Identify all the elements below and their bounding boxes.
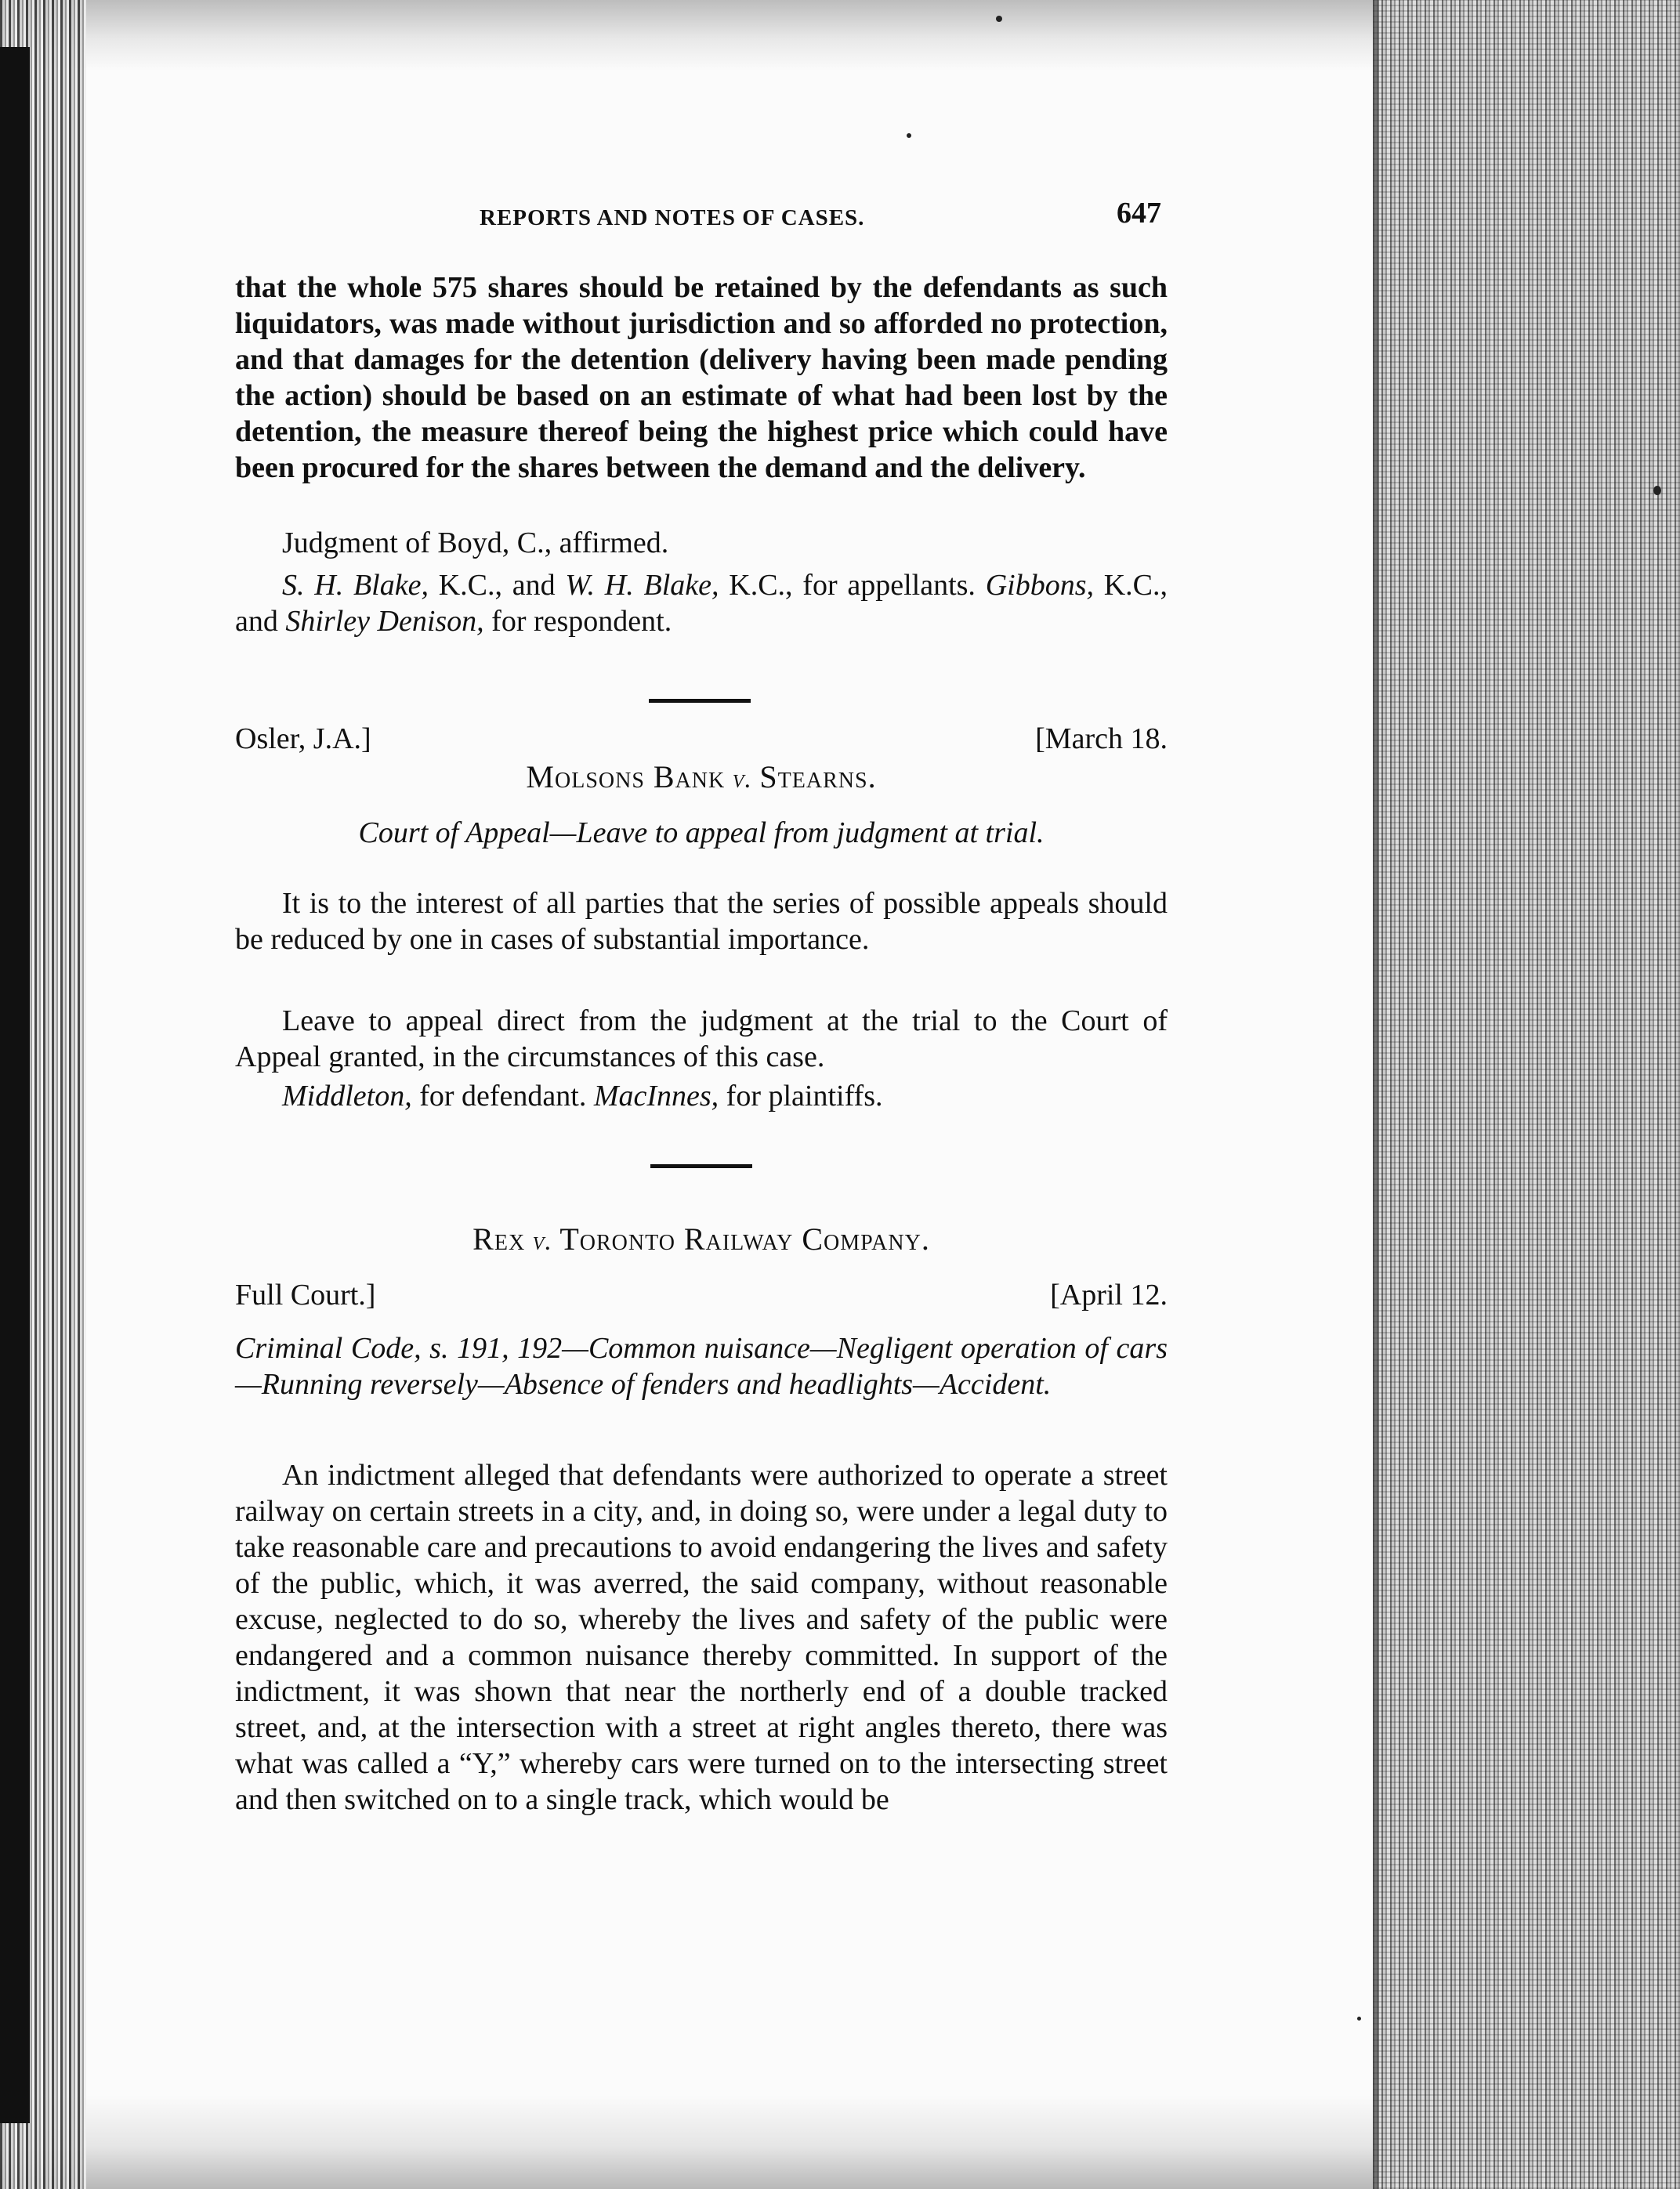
case1-counsel xyxy=(235,567,1168,639)
case3-topic: Criminal Code, s. 191, 192—Common nuisance—Negligent operation of cars—Running reversely—Absence of fenders and headlights—Accident. xyxy=(235,1332,1168,1401)
counsel-text: K.C., and xyxy=(235,569,1168,638)
case2-counsel xyxy=(235,1078,1168,1114)
counsel-text: K.C., for appellants. xyxy=(719,569,976,602)
scan-shadow-top xyxy=(0,0,1379,71)
counsel-text: for respondent. xyxy=(483,605,672,638)
counsel-text: for plaintiffs. xyxy=(719,1080,883,1113)
counsel-text: for defendant. xyxy=(411,1080,594,1113)
scan-binding-shadow xyxy=(0,47,30,2123)
page-edge-line xyxy=(1373,0,1379,2189)
scan-speck xyxy=(1653,486,1661,495)
case2-title xyxy=(235,758,1168,795)
page-number: 647 xyxy=(1117,197,1161,230)
counsel-name: Shirley Denison, xyxy=(285,605,484,638)
running-head: REPORTS AND NOTES OF CASES. xyxy=(480,205,865,230)
case2-topic: Court of Appeal—Leave to appeal from judgment at trial. xyxy=(358,816,1045,849)
scan-edge-right xyxy=(1373,0,1680,2189)
scan-shadow-bottom xyxy=(0,2095,1379,2189)
case2-date: [March 18. xyxy=(1035,722,1168,755)
counsel-name: MacInnes, xyxy=(593,1080,719,1113)
case-title-v: v. xyxy=(525,1227,560,1256)
case3-court: Full Court.] xyxy=(235,1279,376,1312)
counsel-name: Middleton, xyxy=(282,1080,412,1113)
scan-speck xyxy=(996,16,1002,22)
scan-speck xyxy=(907,133,911,138)
scan-speck xyxy=(1357,2017,1361,2021)
page-header xyxy=(244,193,1169,232)
section-divider xyxy=(650,1164,752,1168)
case3-date: [April 12. xyxy=(1050,1279,1168,1312)
case2-headnote-2: Leave to appeal direct from the judgment at the trial to the Court of Appeal granted, in the circumstances of this case. xyxy=(235,1004,1168,1073)
counsel-text: K.C., and xyxy=(428,569,566,602)
case-title-first: Rex xyxy=(472,1221,526,1257)
case2-judge: Osler, J.A.] xyxy=(235,722,371,755)
case1-continuation-paragraph: that the whole 575 shares should be retained by the defendants as such liquidators, was made without jurisdiction and so afforded no protection, and that damages for the detention (delivery having been made pending the action) should be based on an estimate of what had been lost by the detention, the measure thereof being the highest price which could have been procured for the shares between the demand and the delivery. xyxy=(235,271,1168,484)
case-title-last: Stearns. xyxy=(759,759,877,794)
case2-headnote-1: It is to the interest of all parties that the series of possible appeals should be reduced by one in cases of substantial importance. xyxy=(235,887,1168,956)
case-title-first: Molsons Bank xyxy=(526,759,726,794)
case-title-last: Toronto Railway Company. xyxy=(559,1221,930,1257)
section-divider xyxy=(649,699,751,703)
case3-headnote: An indictment alleged that defendants were authorized to operate a street railway on certain streets in a city, and, in doing so, were under a legal duty to take reasonable care and precautions to avoid endangering the lives and safety of the public, which, it was averred, the said company, without reasonable excuse, neglected to do so, whereby the lives and safety of the public were endangered and a common nuisance thereby committed. In support of the indictment, it was shown that near the northerly end of a double tracked street, and, at the intersection with a street at right angles thereto, there was what was called a “Y,” whereby cars were turned on to the intersecting street and then switched on to a single track, which would be xyxy=(235,1459,1168,1816)
case1-judgment: Judgment of Boyd, C., affirmed. xyxy=(282,526,669,559)
counsel-name: Gibbons, xyxy=(985,569,1094,602)
counsel-name: S. H. Blake, xyxy=(282,569,429,602)
case-title-v: v. xyxy=(725,765,760,794)
case3-title xyxy=(235,1221,1168,1257)
counsel-name: W. H. Blake, xyxy=(565,569,719,602)
